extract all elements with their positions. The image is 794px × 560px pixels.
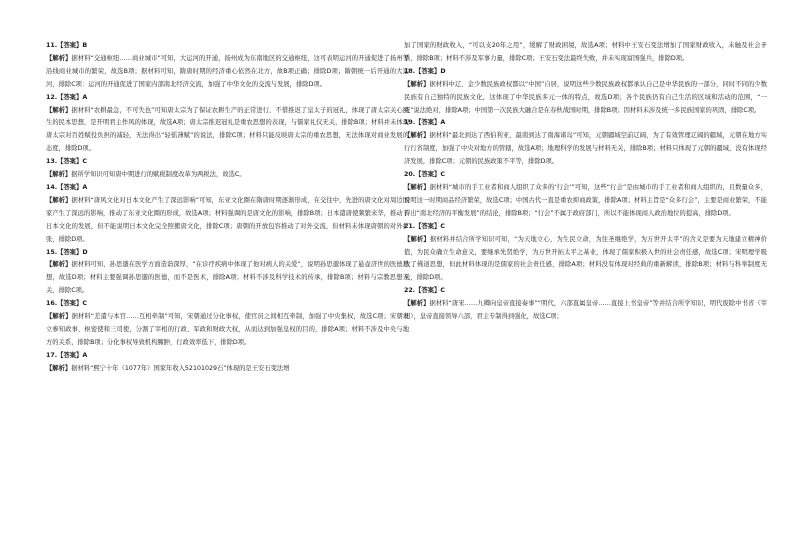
explanation-paragraph <box>404 40 767 66</box>
answer-line: 16.【答案】C <box>46 300 87 308</box>
answer-line: 22.【答案】C <box>404 287 445 295</box>
answer-line: 11.【答案】B <box>46 42 88 49</box>
explanation-paragraph <box>404 234 767 286</box>
explanation-text: 加了国家的财政收入，“可以支20年之用”，缓解了财政困境，故选A项；材料中王安石变法增加了国家财政收入，未触及社会矛盾，排除B项；材料不涉及军事力量，排除C项；王安石变法最终失败，并未实现富国强兵，排除D项。 <box>404 42 767 62</box>
explanation-tag: 【解析】 <box>46 261 72 269</box>
explanation-tag: 【解析】 <box>46 313 72 321</box>
answer-line: 20.【答案】C <box>404 171 445 179</box>
explanation-text: 据材料并结合所学知识可知，“为天地立心，为生民立命，为往圣继绝学，为万世开太平”的含义是要为天地建立精神价值，为民众确立生命意义，要继承先贤绝学，为万世开拓太平之基业，体现了儒家积极入世的社会责任感，故选C项；宋明理学吸收了佛道思想，但此材料体现的是儒家的社会责任感，排除A项；材料没有体现对经典的重新解读，排除B项；材料与科举制度无关，排除D项。 <box>404 235 768 282</box>
answer-line: 15.【答案】D <box>46 248 88 256</box>
explanation-tag: 【解析】 <box>46 196 72 204</box>
explanation-tag: 【解析】 <box>404 80 430 88</box>
explanation-tag: 【解析】 <box>404 235 430 243</box>
explanation-paragraph <box>46 363 409 376</box>
explanation-paragraph <box>46 311 409 350</box>
right-column <box>404 40 767 324</box>
answer-line: 19.【答案】A <box>404 119 446 127</box>
explanation-paragraph <box>46 195 409 247</box>
explanation-tag: 【解析】 <box>404 132 430 140</box>
explanation-text: 据所学知识可知唐中期进行的赋税制度改革为两税法，故选C。 <box>71 171 246 179</box>
answer-line: 18.【答案】D <box>404 67 446 75</box>
explanation-paragraph <box>404 298 767 324</box>
explanation-text: 据材料“最北到达了西伯利亚，最南到达了南海诸岛”可知，元朝疆域空前辽阔，为了有效管理辽阔的疆域，元朝在地方实行行省制度，加强了中央对地方的管辖，故选A项；地理科学的发展与材料无关，排除B项；材料只体现了元朝的疆域，没有体现经济发展，排除C项；元朝的民族政策不平等，排除D项。 <box>404 132 768 166</box>
explanation-text: 据材料“熙宁十年（1077年）国家年收入52101029石”体现的是王安石变法增 <box>71 364 290 372</box>
explanation-paragraph <box>46 169 409 182</box>
explanation-tag: 【解析】 <box>46 106 72 114</box>
answer-line: 21.【答案】C <box>404 222 445 230</box>
explanation-tag: 【解析】 <box>404 300 430 308</box>
explanation-tag: 【解析】 <box>404 183 430 191</box>
explanation-tag: 【解析】 <box>46 171 72 179</box>
explanation-paragraph <box>404 130 767 169</box>
answer-line: 13.【答案】C <box>46 158 87 166</box>
explanation-text: 据材料中辽、金少数民族政权都以“中国”自居，说明这些少数民族政权都承认自己是中华民族的一部分，同时不同的少数民族有自己独特的民族文化，这体现了中华民族多元一体的特点，故选D项；各个民族仍有自己生活的区域和活动的范围，“一统”说法绝对，排除A项；中国第一次民族大融合是在春秋战国时期，排除B项；因材料未涉及统一多民族国家的巩固，排除C项。 <box>404 80 768 114</box>
explanation-text: 据材料“唐宋……九卿向皇帝直接奏事”“明代，六部直属皇帝……直接上书皇帝”等并结合所学知识，明代废除中书省（宰相），皇帝直接领导六部，君主专制得到强化，故选C项； <box>404 300 767 321</box>
answer-line: 12.【答案】A <box>46 93 88 101</box>
explanation-text: 据材料“差遣与本官……互相牵制”可知，宋朝通过分化事权，使官员之间相互牵制，加强了中央集权，故选C项；宋朝设立参知政事、枢密使和三司使，分割了宰相的行政、军政和财政大权，从而达到加强皇权的目的，排除A项；材料不涉及中央与地方的关系，排除B项；分化事权导致机构臃肿，行政效率低下，排除D项。 <box>46 313 410 346</box>
explanation-text: 据材料可知，孙思邈在医学方面造诣深厚，“在诊疗疾病中体现了他对病人的关爱”，说明孙思邈体现了悬壶济世的医德思想，故选D项；材料主要强调孙思邈的医德，而不是医术，排除A项；材料不涉及科学技术的传承，排除B项；材料与宗教思想无关，排除C项。 <box>46 261 410 295</box>
explanation-tag: 【解析】 <box>46 54 72 62</box>
explanation-paragraph <box>404 182 767 221</box>
explanation-text: 据材料“农耕最急，不可失也”可知唐太宗为了保证农耕生产的正常进行，不惜推迟了皇太子的冠礼，体现了唐太宗关心民生的民本思想，是开明君主作风的体现，故选A项；唐太宗推迟冠礼是重农思想的表现，与儒家礼仪无关，排除B项；材料并未体现唐太宗对百姓赋役负担的减轻，无法得出“轻徭薄赋”的说法，排除C项；材料只能反映唐太宗的重农思想，无法体现对商业发展的态度，排除D项。 <box>46 106 410 153</box>
explanation-text: 据材料“唐风文化对日本文化产生了深远影响”可知，东亚文化圈在隋唐时期逐渐形成，在交往中，先进的唐文化对周边国家产生了深远的影响，推动了东亚文化圈的形成，故选A项；材料强调的是唐文化的影响，排除B项；日本遣唐使频繁来华，推动了日本文化的发展，但不能说明日本文化完全照搬唐文化，排除C项；唐朝的开放包容推动了对外交流，但材料未体现唐朝的对外扩张，排除D项。 <box>46 196 410 243</box>
explanation-paragraph <box>46 259 409 298</box>
explanation-text: 据材料“交通枢纽……商业城市”可知，大运河的开通，扬州成为东南地区的交通枢纽，这可表明运河的开通促进了扬州等沿线商业城市的繁荣，故选B项；据材料可知，隋唐时期的经济重心依然在北方，故B项正确；排除D项；隋朝统一后开通的大运河，排除C项：运河的开通促进了国家内部南北经济交流，加强了中华文化的交流与发展，排除D项。 <box>46 54 409 88</box>
answer-line: 14.【答案】A <box>46 183 88 191</box>
left-column <box>46 40 409 376</box>
explanation-paragraph <box>404 79 767 118</box>
explanation-paragraph <box>46 53 409 92</box>
answer-line: 17.【答案】A <box>46 351 88 359</box>
explanation-tag: 【解析】 <box>46 364 72 372</box>
explanation-text: 据材料“城市的手工业者和商人组织了众多的‘行会’”可知，这些“行会”是由城市的手工业者和商人组织的，且数量众多，说明这一时期商品经济繁荣，故选C项；中国古代一直是重农抑商政策，排除A项；材料主旨是“众多行会”，主要是商业繁荣，不能得出“南北经济的平衡发展”的结论，排除B项；“行会”不属于政府部门，所以不能体现商人政治地位的提高，排除D项。 <box>404 183 768 217</box>
explanation-paragraph <box>46 105 409 157</box>
